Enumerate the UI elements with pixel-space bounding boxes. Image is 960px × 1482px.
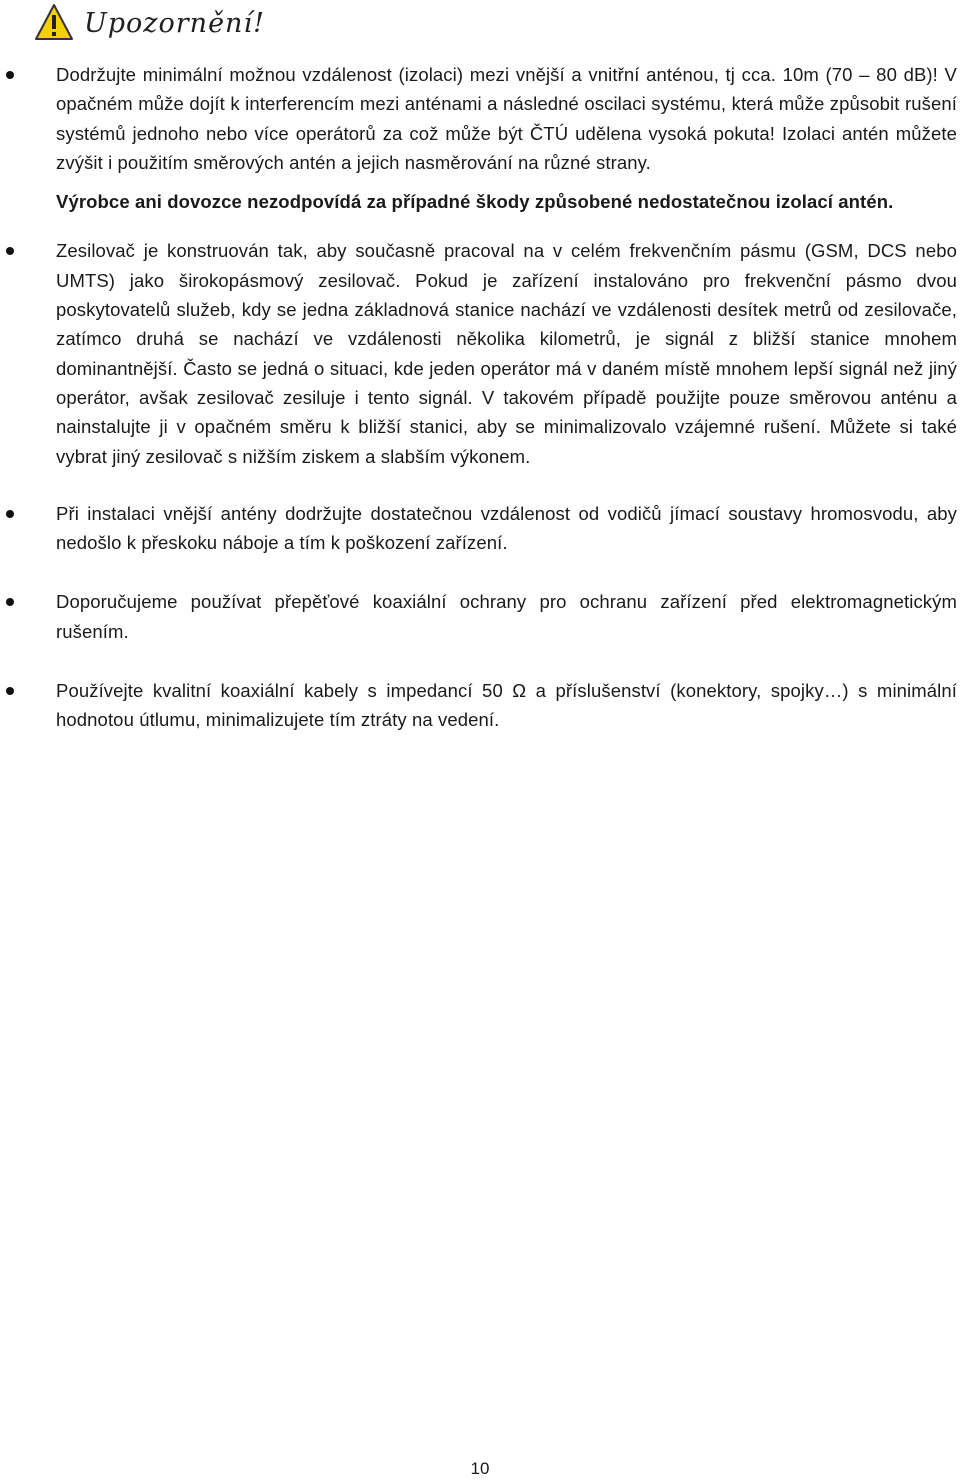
list-item bbox=[0, 499, 960, 558]
disclaimer-paragraph: Výrobce ani dovozce nezodpovídá za případné škody způsobené nedostatečnou izolací antén. bbox=[56, 191, 894, 213]
list-item bbox=[0, 587, 960, 646]
list-item bbox=[0, 676, 960, 735]
paragraph: Používejte kvalitní koaxiální kabely s impedancí 50 Ω a příslušenství (konektory, spojky…) s minimální hodnotou útlumu, minimalizujete tím ztráty na vedení. bbox=[56, 680, 957, 731]
warning-triangle-icon bbox=[34, 3, 74, 43]
paragraph: Doporučujeme používat přepěťové koaxiální ochrany pro ochranu zařízení před elektromagnetickým rušením. bbox=[56, 591, 957, 642]
page-title: Upozornění! bbox=[84, 7, 265, 39]
warning-heading bbox=[34, 0, 265, 46]
page-number: 10 bbox=[470, 1459, 490, 1478]
bullet-icon bbox=[6, 687, 14, 695]
list-item bbox=[0, 236, 960, 470]
list-item bbox=[0, 60, 960, 216]
bullet-icon bbox=[6, 71, 14, 79]
bullet-list bbox=[0, 60, 960, 735]
bullet-icon bbox=[6, 510, 14, 518]
paragraph: Zesilovač je konstruován tak, aby současně pracoval na v celém frekvenčním pásmu (GSM, DCS nebo UMTS) jako širokopásmový zesilovač. Pokud je zařízení instalováno pro frekvenční pásmo dvou poskytovatelů služeb, kdy se jedna základnová stanice nachází ve vzdálenosti desítek metrů od zesilovače, zatímco druhá se nachází ve vzdálenosti několika kilometrů, je signál z bližší stanice mnohem dominantnější. Často se jedná o situaci, kde jeden operátor má v daném místě mnohem lepší signál než jiný operátor, avšak zesilovač zesiluje i tento signál. V takovém případě použijte pouze směrovou anténu a nainstalujte ji v opačném směru k bližší stanici, aby se minimalizovalo vzájemné rušení. Můžete si také vybrat jiný zesilovač s nižším ziskem a slabším výkonem. bbox=[56, 240, 957, 467]
paragraph: Při instalaci vnější antény dodržujte dostatečnou vzdálenost od vodičů jímací soustavy hromosvodu, aby nedošlo k přeskoku náboje a tím k poškození zařízení. bbox=[56, 502, 957, 554]
bullet-icon bbox=[6, 247, 14, 255]
bullet-icon bbox=[6, 598, 14, 606]
paragraph: Dodržujte minimální možnou vzdálenost (izolaci) mezi vnější a vnitřní anténou, tj cca. 10m (70 – 80 dB)! V opačném může dojít k interferencím mezi anténami a následné oscilaci systému, která může způsobit rušení systémů jednoho nebo více operátorů za což může být ČTÚ udělena vysoká pokuta! Izolaci antén můžete zvýšit i použitím směrových antén a jejich nasměrování na různé strany. bbox=[56, 64, 957, 173]
